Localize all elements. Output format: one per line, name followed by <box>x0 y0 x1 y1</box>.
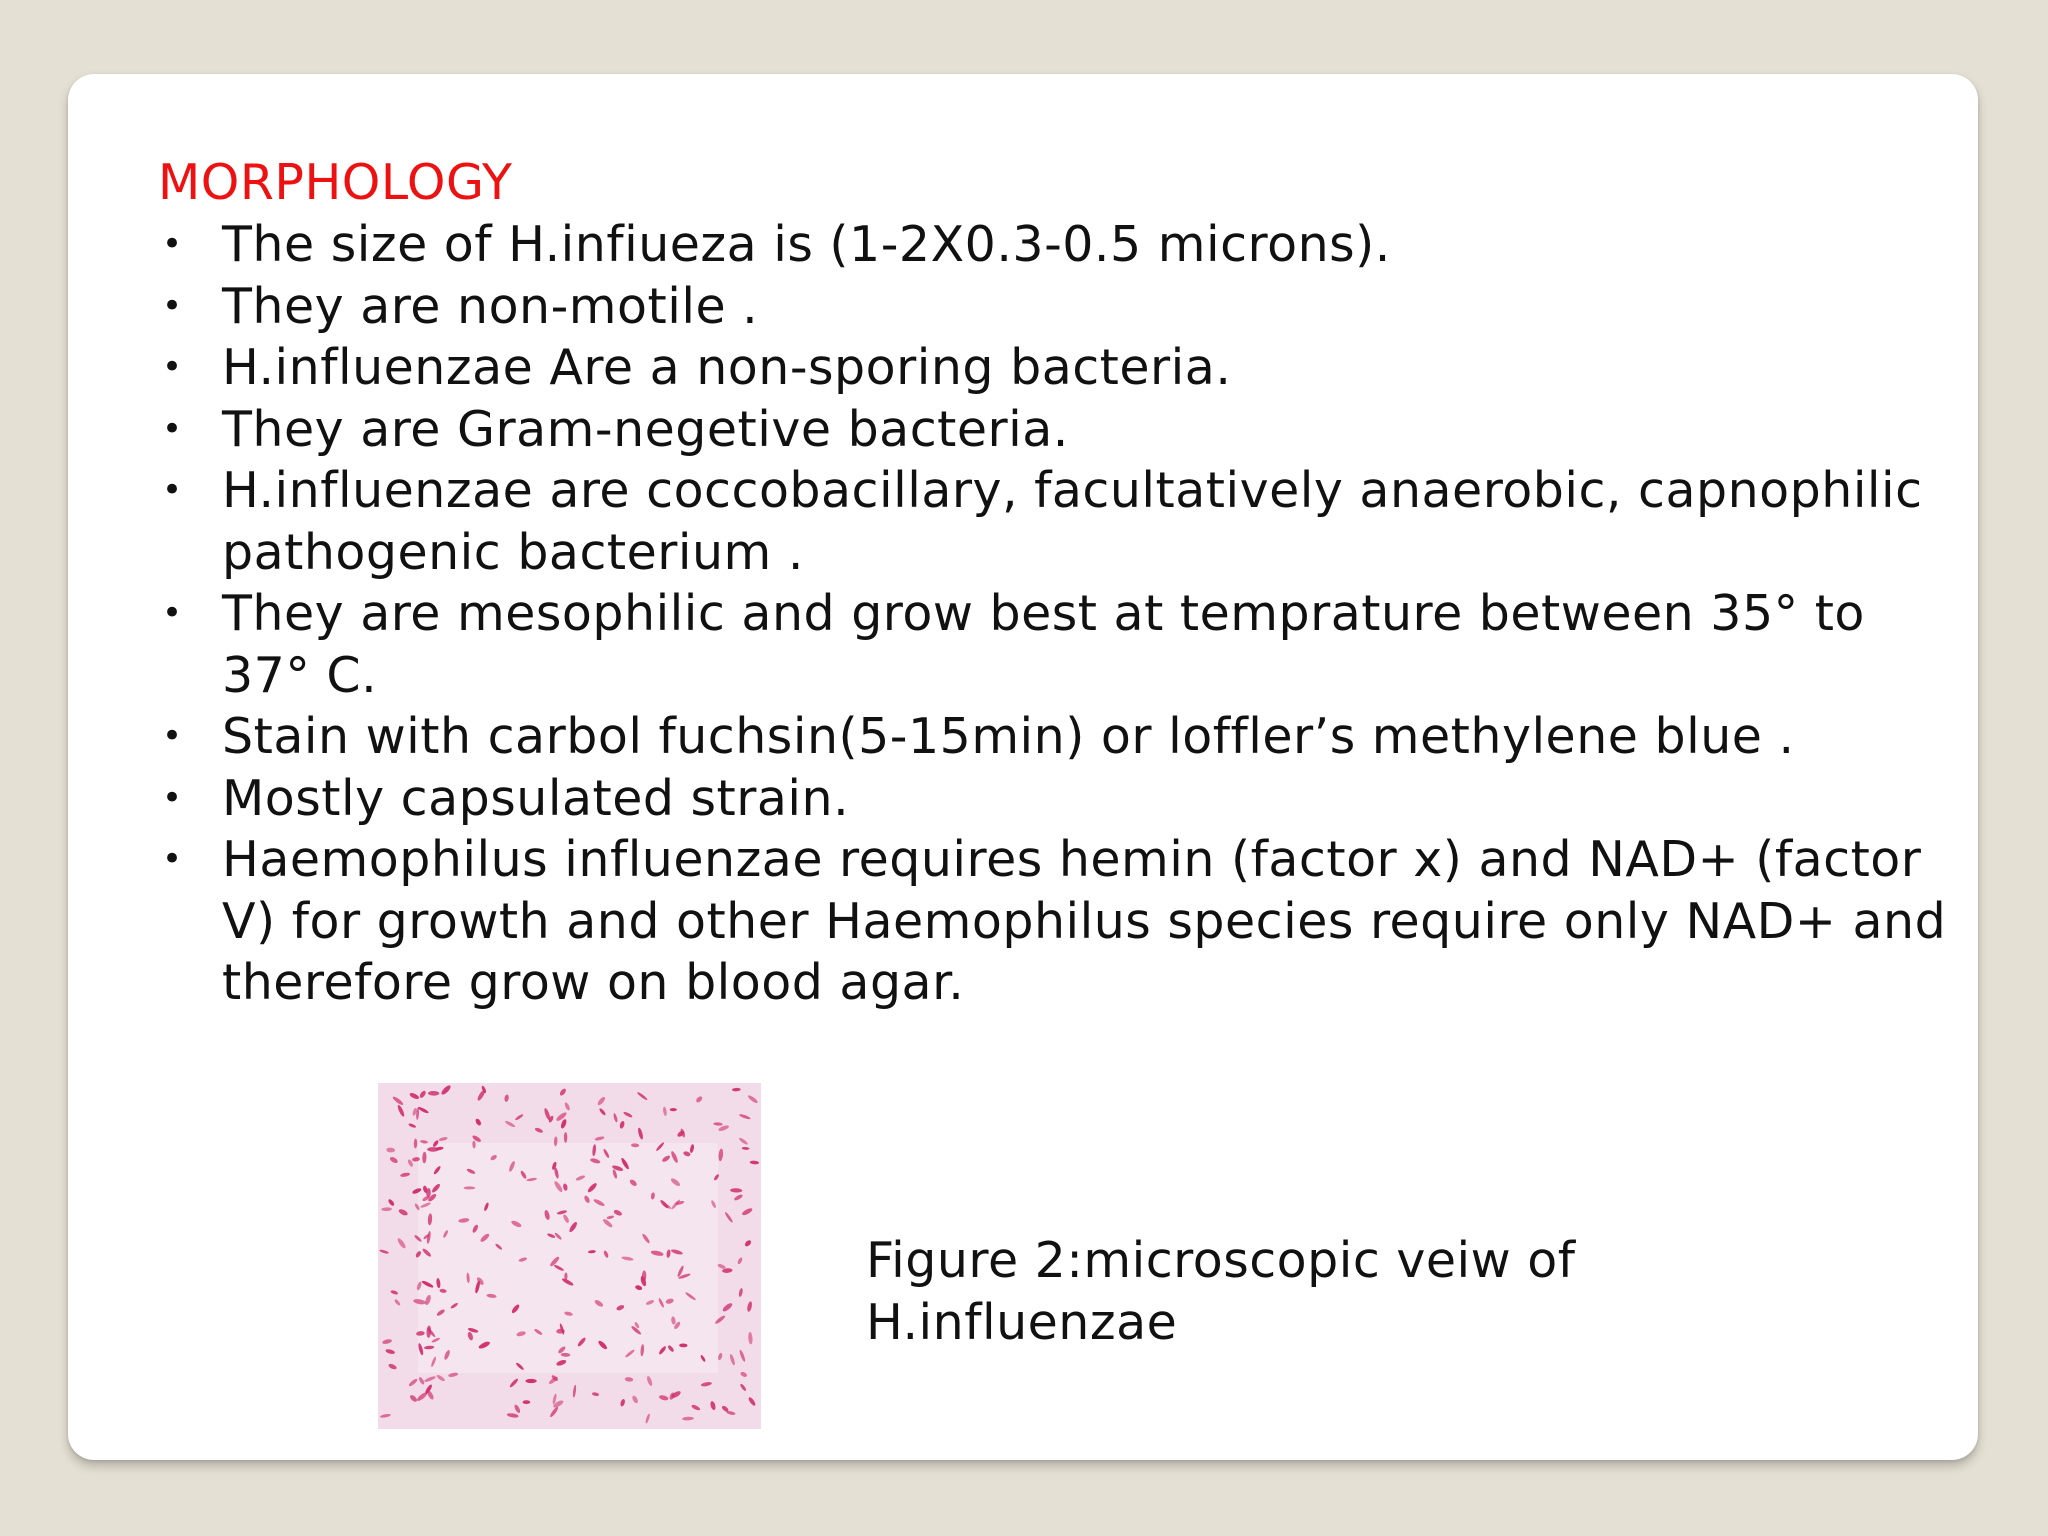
bullet-icon: • <box>162 716 183 756</box>
bullet-icon: • <box>162 408 183 449</box>
bacterium <box>523 1400 531 1404</box>
bullet-icon: • <box>162 285 183 326</box>
figure-caption-line1: Figure 2:microscopic veiw of <box>866 1232 1576 1289</box>
morphology-bullet-list <box>158 214 1958 1014</box>
bullet-icon: • <box>162 224 183 264</box>
bullet-icon: • <box>162 470 183 510</box>
bullet-item <box>158 399 1958 461</box>
bullet-text: They are non-motile . <box>222 277 759 335</box>
bullet-item <box>158 460 1958 583</box>
bacterium <box>564 1132 567 1143</box>
bacterium <box>525 1379 536 1383</box>
microscopic-image <box>378 1083 761 1429</box>
slide-heading: MORPHOLOGY <box>158 154 513 211</box>
bullet-text: Mostly capsulated strain. <box>222 769 850 827</box>
bullet-text: H.influenzae are coccobacillary, facultatively anaerobic, capnophilic pathogenic bacterium . <box>222 462 1923 581</box>
bullet-item <box>158 276 1958 338</box>
bullet-text: The size of H.infiueza is (1-2X0.3-0.5 microns). <box>222 216 1391 273</box>
bullet-item <box>158 214 1958 276</box>
bullet-text: H.influenzae Are a non-sporing bacteria. <box>222 339 1232 396</box>
stain-lighter-patch <box>418 1143 718 1373</box>
bullet-text: They are mesophilic and grow best at temprature between 35° to 37° C. <box>222 585 1865 704</box>
bullet-item <box>158 337 1958 399</box>
bullet-text: Haemophilus influenzae requires hemin (factor x) and NAD+ (factor V) for growth and other Haemophilus species require only NAD+ and therefore grow on blood agar. <box>222 831 1947 1011</box>
bullet-icon: • <box>162 593 183 633</box>
bullet-text: Stain with carbol fuchsin(5-15min) or loffler’s methylene blue . <box>222 708 1795 765</box>
bullet-item <box>158 829 1958 1014</box>
bacterium <box>670 1108 677 1111</box>
bullet-item <box>158 768 1958 830</box>
figure-caption <box>866 1230 1576 1354</box>
bacterium <box>464 1186 476 1189</box>
bullet-item <box>158 706 1958 768</box>
bullet-item <box>158 583 1958 706</box>
bullet-icon: • <box>162 777 183 818</box>
bullet-text: They are Gram-negetive bacteria. <box>222 400 1069 458</box>
bullet-icon: • <box>162 347 183 387</box>
figure-caption-line2: H.influenzae <box>866 1294 1178 1351</box>
bullet-icon: • <box>162 839 183 879</box>
